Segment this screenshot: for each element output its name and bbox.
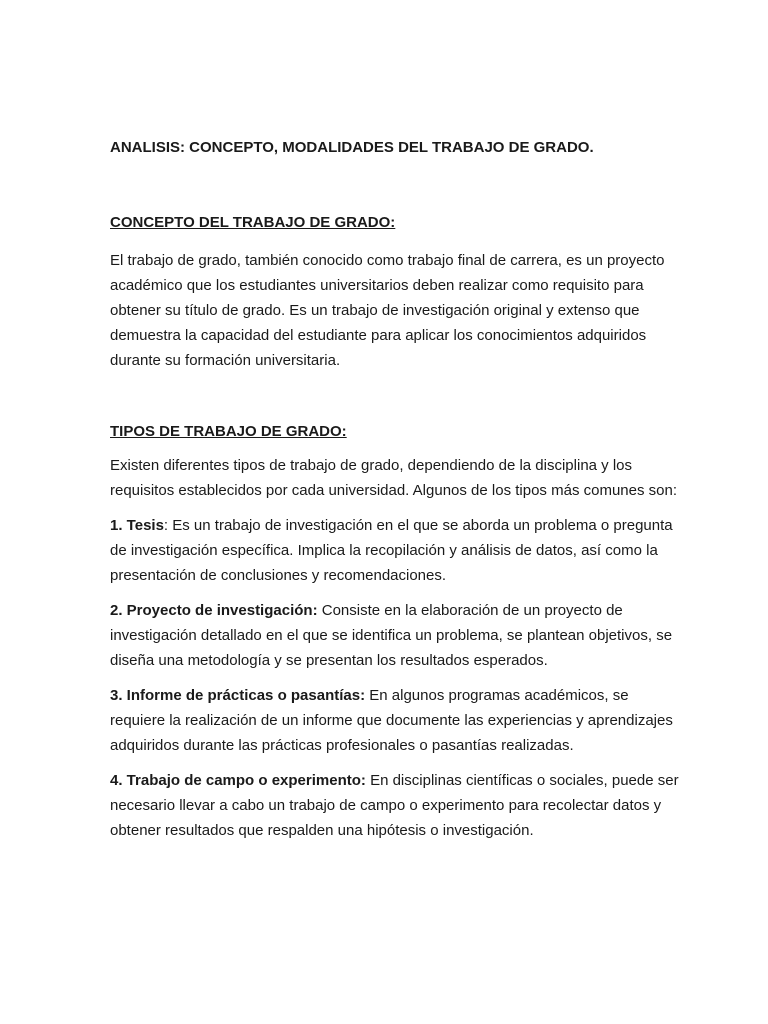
tipos-intro-paragraph: Existen diferentes tipos de trabajo de grado, dependiendo de la disciplina y los requisitos establecidos por cada universidad. Algunos de los tipos más comunes son: <box>110 457 677 499</box>
list-item-text: En disciplinas científicas o sociales, puede ser necesario llevar a cabo un trabajo de campo o experimento para recolectar datos y obtener resultados que respalden una hipótesis o investigación. <box>110 772 679 839</box>
document-title: ANALISIS: CONCEPTO, MODALIDADES DEL TRABAJO DE GRADO. <box>110 139 594 156</box>
list-item-label: 3. Informe de prácticas o pasantías: <box>110 687 366 704</box>
list-item-informe <box>110 683 685 758</box>
list-item-tesis <box>110 513 685 588</box>
list-item-text: : Es un trabajo de investigación en el que se aborda un problema o pregunta de investigación específica. Implica la recopilación y análisis de datos, así como la presentación de conclusiones y recomendaciones. <box>110 517 673 584</box>
list-item-proyecto <box>110 598 685 673</box>
section-heading-concepto: CONCEPTO DEL TRABAJO DE GRADO: <box>110 214 396 231</box>
list-item-text: En algunos programas académicos, se requiere la realización de un informe que documente las experiencias y aprendizajes adquiridos durante las prácticas profesionales o pasantías realizadas. <box>110 687 673 754</box>
section-heading-tipos: TIPOS DE TRABAJO DE GRADO: <box>110 423 347 440</box>
list-item-campo <box>110 768 685 843</box>
list-item-label: 4. Trabajo de campo o experimento: <box>110 772 366 789</box>
document-body <box>110 135 685 843</box>
list-item-text: Consiste en la elaboración de un proyecto de investigación detallado en el que se identifica un problema, se plantean objetivos, se diseña una metodología y se presentan los resultados esperados. <box>110 602 673 669</box>
list-item-label: 1. Tesis <box>110 517 164 534</box>
list-item-label: 2. Proyecto de investigación: <box>110 602 318 619</box>
concepto-paragraph: El trabajo de grado, también conocido como trabajo final de carrera, es un proyecto académico que los estudiantes universitarios deben realizar como requisito para obtener su título de grado. Es un trabajo de investigación original y extenso que demuestra la capacidad del estudiante para aplicar los conocimientos adquiridos durante su formación universitaria. <box>110 252 665 369</box>
